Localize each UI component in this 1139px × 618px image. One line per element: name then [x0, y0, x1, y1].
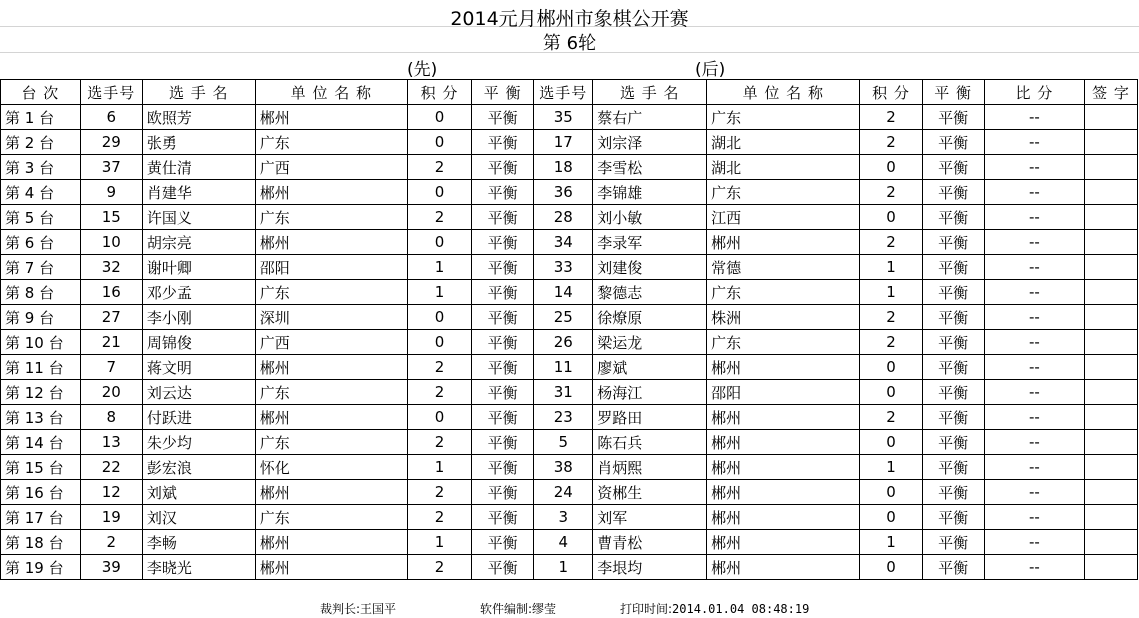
second-player-score: 0	[860, 480, 922, 505]
second-player-no: 36	[534, 180, 593, 205]
second-player-no: 5	[534, 430, 593, 455]
first-player-no: 16	[80, 280, 142, 305]
signature-cell	[1085, 480, 1138, 505]
first-player-name: 周锦俊	[142, 330, 255, 355]
second-player-name: 刘建俊	[593, 255, 707, 280]
referee-name: 王国平	[360, 602, 397, 616]
second-player-no: 11	[534, 355, 593, 380]
first-player-score: 2	[407, 430, 471, 455]
table-row	[1, 480, 1138, 505]
second-player-no: 17	[534, 130, 593, 155]
table-number: 第 10 台	[1, 330, 81, 355]
second-player-name: 曹青松	[593, 530, 707, 555]
second-player-unit: 郴州	[707, 405, 860, 430]
second-player-balance: 平衡	[922, 130, 984, 155]
result-score: --	[984, 530, 1084, 555]
second-player-name: 廖斌	[593, 355, 707, 380]
first-player-no: 39	[80, 555, 142, 580]
second-player-balance: 平衡	[922, 330, 984, 355]
signature-cell	[1085, 530, 1138, 555]
first-player-unit: 郴州	[255, 180, 407, 205]
first-player-balance: 平衡	[472, 430, 534, 455]
second-player-score: 0	[860, 155, 922, 180]
second-player-unit: 郴州	[707, 455, 860, 480]
col-header-second-balance: 平 衡	[922, 80, 984, 105]
second-player-balance: 平衡	[922, 230, 984, 255]
second-player-name: 李锦雄	[593, 180, 707, 205]
signature-cell	[1085, 180, 1138, 205]
first-player-name: 李小刚	[142, 305, 255, 330]
first-player-unit: 郴州	[255, 480, 407, 505]
table-number: 第 1 台	[1, 105, 81, 130]
first-player-balance: 平衡	[472, 380, 534, 405]
col-header-first-name: 选 手 名	[142, 80, 255, 105]
second-player-no: 4	[534, 530, 593, 555]
second-player-score: 0	[860, 555, 922, 580]
second-player-score: 0	[860, 430, 922, 455]
col-header-second-no: 选手号	[534, 80, 593, 105]
signature-cell	[1085, 380, 1138, 405]
result-score: --	[984, 180, 1084, 205]
second-player-balance: 平衡	[922, 505, 984, 530]
second-player-score: 2	[860, 105, 922, 130]
col-header-second-unit: 单 位 名 称	[707, 80, 860, 105]
signature-cell	[1085, 155, 1138, 180]
first-player-score: 1	[407, 530, 471, 555]
second-player-score: 0	[860, 380, 922, 405]
header-row	[1, 80, 1138, 105]
first-player-unit: 郴州	[255, 555, 407, 580]
first-player-balance: 平衡	[472, 530, 534, 555]
first-player-unit: 邵阳	[255, 255, 407, 280]
first-player-name: 刘汉	[142, 505, 255, 530]
second-player-score: 1	[860, 280, 922, 305]
table-number: 第 11 台	[1, 355, 81, 380]
result-score: --	[984, 230, 1084, 255]
signature-cell	[1085, 305, 1138, 330]
round-label: 第 6轮	[542, 33, 597, 54]
first-mover-label: (先)	[407, 60, 438, 80]
first-player-score: 1	[407, 455, 471, 480]
first-player-balance: 平衡	[472, 280, 534, 305]
print-time: 2014.01.04 08:48:19	[672, 602, 810, 616]
table-row	[1, 555, 1138, 580]
second-player-no: 31	[534, 380, 593, 405]
second-player-name: 梁运龙	[593, 330, 707, 355]
second-player-unit: 郴州	[707, 530, 860, 555]
first-player-balance: 平衡	[472, 330, 534, 355]
second-player-balance: 平衡	[922, 305, 984, 330]
table-number: 第 13 台	[1, 405, 81, 430]
first-player-no: 20	[80, 380, 142, 405]
second-player-balance: 平衡	[922, 180, 984, 205]
table-row	[1, 455, 1138, 480]
first-player-score: 1	[407, 280, 471, 305]
first-player-balance: 平衡	[472, 305, 534, 330]
second-player-unit: 郴州	[707, 430, 860, 455]
table-row	[1, 105, 1138, 130]
first-player-unit: 怀化	[255, 455, 407, 480]
print-time-label: 打印时间:	[620, 602, 673, 616]
first-player-no: 13	[80, 430, 142, 455]
second-player-score: 0	[860, 355, 922, 380]
first-player-balance: 平衡	[472, 205, 534, 230]
first-player-no: 32	[80, 255, 142, 280]
first-player-no: 19	[80, 505, 142, 530]
second-player-name: 杨海江	[593, 380, 707, 405]
second-player-name: 陈石兵	[593, 430, 707, 455]
result-score: --	[984, 255, 1084, 280]
table-number: 第 3 台	[1, 155, 81, 180]
result-score: --	[984, 480, 1084, 505]
second-player-name: 刘宗泽	[593, 130, 707, 155]
second-player-unit: 广东	[707, 180, 860, 205]
second-player-no: 23	[534, 405, 593, 430]
result-score: --	[984, 130, 1084, 155]
second-player-balance: 平衡	[922, 530, 984, 555]
second-player-balance: 平衡	[922, 105, 984, 130]
first-player-unit: 广东	[255, 205, 407, 230]
signature-cell	[1085, 505, 1138, 530]
result-score: --	[984, 355, 1084, 380]
second-player-score: 2	[860, 180, 922, 205]
first-player-unit: 广东	[255, 130, 407, 155]
result-score: --	[984, 505, 1084, 530]
table-row	[1, 205, 1138, 230]
table-row	[1, 230, 1138, 255]
table-row	[1, 280, 1138, 305]
second-player-balance: 平衡	[922, 480, 984, 505]
result-score: --	[984, 330, 1084, 355]
first-player-no: 2	[80, 530, 142, 555]
first-player-score: 2	[407, 355, 471, 380]
first-player-balance: 平衡	[472, 255, 534, 280]
first-player-balance: 平衡	[472, 505, 534, 530]
software-info	[480, 600, 556, 617]
signature-cell	[1085, 255, 1138, 280]
second-player-no: 33	[534, 255, 593, 280]
second-player-no: 26	[534, 330, 593, 355]
result-score: --	[984, 205, 1084, 230]
second-player-unit: 郴州	[707, 480, 860, 505]
second-player-no: 14	[534, 280, 593, 305]
col-header-table: 台 次	[1, 80, 81, 105]
second-player-score: 2	[860, 130, 922, 155]
first-player-unit: 广西	[255, 155, 407, 180]
first-player-no: 27	[80, 305, 142, 330]
second-player-unit: 郴州	[707, 555, 860, 580]
table-row	[1, 305, 1138, 330]
second-player-score: 1	[860, 255, 922, 280]
second-player-name: 蔡右广	[593, 105, 707, 130]
second-player-balance: 平衡	[922, 380, 984, 405]
table-row	[1, 405, 1138, 430]
first-player-no: 10	[80, 230, 142, 255]
table-number: 第 12 台	[1, 380, 81, 405]
second-player-score: 2	[860, 330, 922, 355]
first-player-no: 21	[80, 330, 142, 355]
first-player-score: 1	[407, 255, 471, 280]
second-player-balance: 平衡	[922, 455, 984, 480]
col-header-first-balance: 平 衡	[472, 80, 534, 105]
first-player-balance: 平衡	[472, 455, 534, 480]
first-player-balance: 平衡	[472, 230, 534, 255]
first-player-score: 2	[407, 555, 471, 580]
second-player-unit: 郴州	[707, 505, 860, 530]
second-player-unit: 广东	[707, 330, 860, 355]
second-player-name: 肖炳熙	[593, 455, 707, 480]
second-player-name: 李雪松	[593, 155, 707, 180]
first-player-no: 9	[80, 180, 142, 205]
first-player-unit: 广东	[255, 505, 407, 530]
first-player-score: 2	[407, 155, 471, 180]
second-player-score: 1	[860, 530, 922, 555]
second-player-name: 黎德志	[593, 280, 707, 305]
table-row	[1, 430, 1138, 455]
second-player-no: 18	[534, 155, 593, 180]
second-player-name: 刘小敏	[593, 205, 707, 230]
signature-cell	[1085, 130, 1138, 155]
first-player-balance: 平衡	[472, 155, 534, 180]
table-number: 第 2 台	[1, 130, 81, 155]
signature-cell	[1085, 205, 1138, 230]
first-player-score: 0	[407, 230, 471, 255]
first-player-balance: 平衡	[472, 555, 534, 580]
second-player-no: 28	[534, 205, 593, 230]
second-player-name: 李录军	[593, 230, 707, 255]
pairing-table	[0, 79, 1138, 580]
first-player-balance: 平衡	[472, 180, 534, 205]
second-player-no: 35	[534, 105, 593, 130]
second-player-unit: 湖北	[707, 130, 860, 155]
first-player-name: 李晓光	[142, 555, 255, 580]
result-score: --	[984, 380, 1084, 405]
second-player-no: 34	[534, 230, 593, 255]
page-title: 2014元月郴州市象棋公开赛	[450, 8, 689, 30]
col-header-result: 比 分	[984, 80, 1084, 105]
signature-cell	[1085, 555, 1138, 580]
first-player-name: 黄仕清	[142, 155, 255, 180]
first-player-name: 朱少均	[142, 430, 255, 455]
table-number: 第 17 台	[1, 505, 81, 530]
second-player-balance: 平衡	[922, 555, 984, 580]
first-player-balance: 平衡	[472, 480, 534, 505]
software-label: 软件编制:	[480, 602, 533, 616]
result-score: --	[984, 455, 1084, 480]
table-row	[1, 155, 1138, 180]
table-number: 第 16 台	[1, 480, 81, 505]
table-row	[1, 130, 1138, 155]
first-player-unit: 广东	[255, 280, 407, 305]
second-player-score: 2	[860, 405, 922, 430]
second-player-unit: 邵阳	[707, 380, 860, 405]
first-player-score: 0	[407, 305, 471, 330]
first-player-score: 0	[407, 180, 471, 205]
table-number: 第 9 台	[1, 305, 81, 330]
first-player-score: 0	[407, 405, 471, 430]
first-player-unit: 郴州	[255, 405, 407, 430]
first-player-name: 欧照芳	[142, 105, 255, 130]
second-player-name: 徐燎原	[593, 305, 707, 330]
first-player-score: 2	[407, 380, 471, 405]
first-player-no: 6	[80, 105, 142, 130]
signature-cell	[1085, 230, 1138, 255]
signature-cell	[1085, 430, 1138, 455]
second-mover-label: (后)	[695, 60, 726, 80]
result-score: --	[984, 430, 1084, 455]
print-info	[620, 600, 809, 617]
first-player-name: 彭宏浪	[142, 455, 255, 480]
table-number: 第 4 台	[1, 180, 81, 205]
second-player-score: 2	[860, 305, 922, 330]
second-player-score: 2	[860, 230, 922, 255]
col-header-first-score: 积 分	[407, 80, 471, 105]
first-player-name: 许国义	[142, 205, 255, 230]
table-row	[1, 355, 1138, 380]
second-player-no: 25	[534, 305, 593, 330]
first-player-unit: 深圳	[255, 305, 407, 330]
first-player-no: 15	[80, 205, 142, 230]
first-player-balance: 平衡	[472, 130, 534, 155]
col-header-second-score: 积 分	[860, 80, 922, 105]
table-row	[1, 255, 1138, 280]
signature-cell	[1085, 455, 1138, 480]
signature-cell	[1085, 280, 1138, 305]
table-number: 第 18 台	[1, 530, 81, 555]
second-player-no: 24	[534, 480, 593, 505]
referee-label: 裁判长:	[320, 602, 361, 616]
first-player-score: 2	[407, 480, 471, 505]
second-player-unit: 郴州	[707, 230, 860, 255]
table-number: 第 7 台	[1, 255, 81, 280]
first-player-balance: 平衡	[472, 105, 534, 130]
col-header-second-name: 选 手 名	[593, 80, 707, 105]
table-row	[1, 380, 1138, 405]
second-player-score: 0	[860, 205, 922, 230]
second-player-no: 38	[534, 455, 593, 480]
table-row	[1, 330, 1138, 355]
second-player-name: 罗路田	[593, 405, 707, 430]
second-player-unit: 株洲	[707, 305, 860, 330]
table-row	[1, 505, 1138, 530]
second-player-no: 3	[534, 505, 593, 530]
second-player-balance: 平衡	[922, 430, 984, 455]
second-player-unit: 常德	[707, 255, 860, 280]
result-score: --	[984, 305, 1084, 330]
second-player-name: 资郴生	[593, 480, 707, 505]
signature-cell	[1085, 355, 1138, 380]
referee-info	[320, 600, 396, 617]
second-player-no: 1	[534, 555, 593, 580]
first-player-no: 7	[80, 355, 142, 380]
table-row	[1, 180, 1138, 205]
second-player-balance: 平衡	[922, 205, 984, 230]
first-player-name: 刘云达	[142, 380, 255, 405]
second-player-score: 1	[860, 455, 922, 480]
first-player-name: 蒋文明	[142, 355, 255, 380]
second-player-unit: 广东	[707, 105, 860, 130]
second-player-balance: 平衡	[922, 280, 984, 305]
second-player-score: 0	[860, 505, 922, 530]
table-number: 第 5 台	[1, 205, 81, 230]
second-player-unit: 湖北	[707, 155, 860, 180]
second-player-balance: 平衡	[922, 255, 984, 280]
first-player-name: 肖建华	[142, 180, 255, 205]
result-score: --	[984, 105, 1084, 130]
first-player-score: 2	[407, 505, 471, 530]
first-player-unit: 郴州	[255, 105, 407, 130]
first-player-no: 8	[80, 405, 142, 430]
table-number: 第 15 台	[1, 455, 81, 480]
result-score: --	[984, 155, 1084, 180]
first-player-name: 胡宗亮	[142, 230, 255, 255]
table-row	[1, 530, 1138, 555]
col-header-sign: 签 字	[1085, 80, 1138, 105]
second-player-balance: 平衡	[922, 155, 984, 180]
first-player-name: 邓少孟	[142, 280, 255, 305]
first-player-unit: 广东	[255, 430, 407, 455]
first-player-name: 付跃进	[142, 405, 255, 430]
result-score: --	[984, 405, 1084, 430]
second-player-name: 刘军	[593, 505, 707, 530]
second-player-unit: 江西	[707, 205, 860, 230]
second-player-balance: 平衡	[922, 405, 984, 430]
table-number: 第 14 台	[1, 430, 81, 455]
first-player-unit: 郴州	[255, 230, 407, 255]
second-player-name: 李垠均	[593, 555, 707, 580]
first-player-unit: 郴州	[255, 530, 407, 555]
first-player-name: 李畅	[142, 530, 255, 555]
first-player-name: 刘斌	[142, 480, 255, 505]
first-player-name: 谢叶卿	[142, 255, 255, 280]
first-player-score: 0	[407, 105, 471, 130]
first-player-no: 22	[80, 455, 142, 480]
second-player-unit: 广东	[707, 280, 860, 305]
col-header-first-unit: 单 位 名 称	[255, 80, 407, 105]
first-player-unit: 郴州	[255, 355, 407, 380]
table-number: 第 8 台	[1, 280, 81, 305]
result-score: --	[984, 555, 1084, 580]
first-player-no: 29	[80, 130, 142, 155]
first-player-no: 12	[80, 480, 142, 505]
signature-cell	[1085, 405, 1138, 430]
col-header-first-no: 选手号	[80, 80, 142, 105]
table-number: 第 6 台	[1, 230, 81, 255]
first-player-no: 37	[80, 155, 142, 180]
first-player-balance: 平衡	[472, 405, 534, 430]
signature-cell	[1085, 330, 1138, 355]
second-player-unit: 郴州	[707, 355, 860, 380]
signature-cell	[1085, 105, 1138, 130]
result-score: --	[984, 280, 1084, 305]
table-number: 第 19 台	[1, 555, 81, 580]
first-player-score: 2	[407, 205, 471, 230]
second-player-balance: 平衡	[922, 355, 984, 380]
first-player-score: 0	[407, 130, 471, 155]
first-player-unit: 广西	[255, 330, 407, 355]
first-player-name: 张勇	[142, 130, 255, 155]
first-player-unit: 广东	[255, 380, 407, 405]
first-player-balance: 平衡	[472, 355, 534, 380]
software-author: 缪莹	[532, 602, 557, 616]
first-player-score: 0	[407, 330, 471, 355]
